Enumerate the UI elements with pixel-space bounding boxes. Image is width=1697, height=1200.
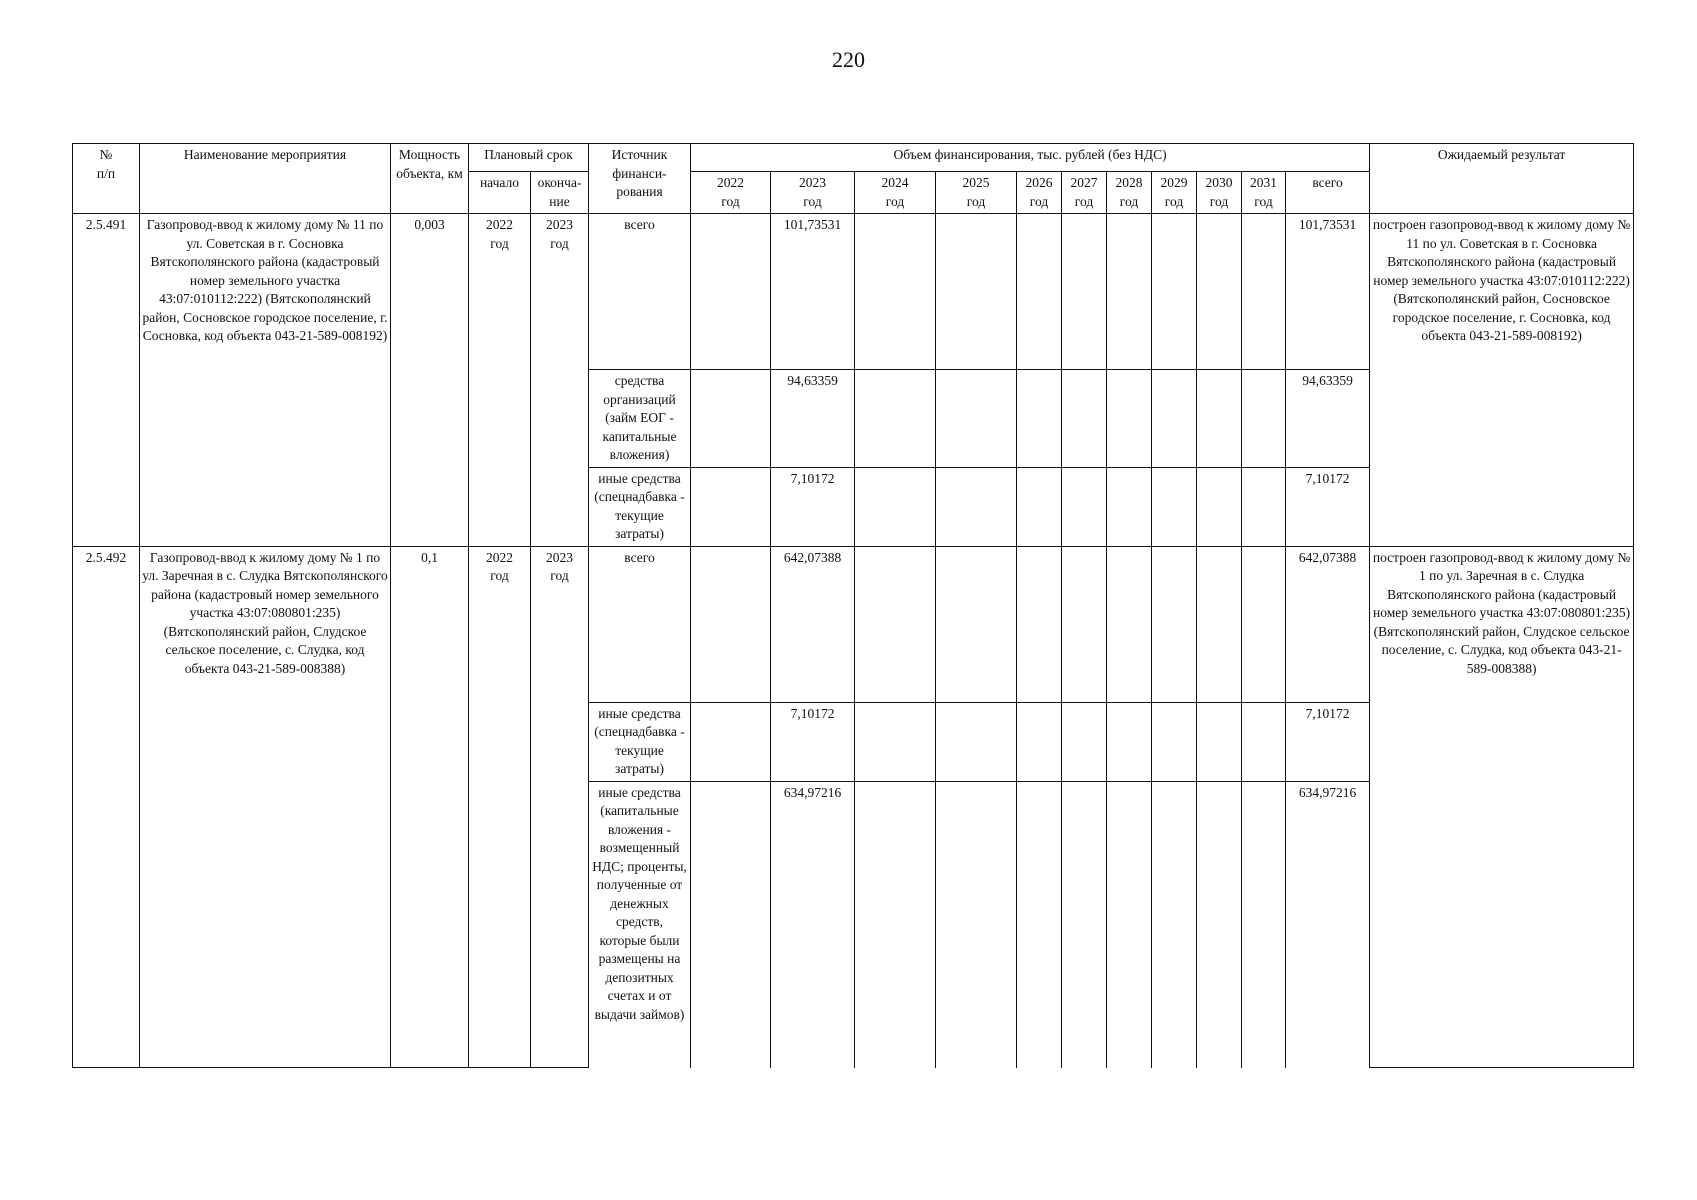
value-2029	[1152, 702, 1197, 781]
header-year-2030: 2030 год	[1197, 172, 1242, 214]
value-2027	[1062, 546, 1107, 702]
value-2028	[1107, 702, 1152, 781]
source-label: иные средства (капитальные вложения - возмещенный НДС; проценты, полученные от денежных средств, которые были размещены на депозитных счетах и от выдачи займов)	[589, 781, 691, 1068]
header-year-2025: 2025 год	[936, 172, 1017, 214]
value-2029	[1152, 214, 1197, 370]
row-name: Газопровод-ввод к жилому дому № 1 по ул. Заречная в с. Слудка Вятскополянского района (кадастровый номер земельного участка 43:07:080801:235) (Вятскополянский район, Слудское сельское поселение, с. Слудка, код объекта 043-21-589-008388)	[140, 546, 391, 1068]
value-2024	[855, 214, 936, 370]
header-year-2031: 2031 год	[1242, 172, 1286, 214]
value-2026	[1017, 370, 1062, 468]
value-2025	[936, 467, 1017, 546]
value-2022	[691, 467, 771, 546]
value-2025	[936, 781, 1017, 1068]
value-2024	[855, 702, 936, 781]
header-source: Источник финанси- рования	[589, 144, 691, 214]
value-total: 101,73531	[1286, 214, 1370, 370]
value-2028	[1107, 546, 1152, 702]
source-label: иные средства (спецнадбавка - текущие затраты)	[589, 467, 691, 546]
row-name: Газопровод-ввод к жилому дому № 11 по ул. Советская в г. Сосновка Вятскополянского района (кадастровый номер земельного участка 43:07:010112:222) (Вятскополянский район, Сосновское городское поселение, г. Сосновка, код объекта 043-21-589-008192)	[140, 214, 391, 547]
value-2030	[1197, 781, 1242, 1068]
value-2023: 94,63359	[771, 370, 855, 468]
value-2025	[936, 702, 1017, 781]
value-2023: 7,10172	[771, 702, 855, 781]
value-total: 7,10172	[1286, 702, 1370, 781]
header-num: № п/п	[73, 144, 140, 214]
value-2031	[1242, 467, 1286, 546]
row-result: построен газопровод-ввод к жилому дому № 11 по ул. Советская в г. Сосновка Вятскополянского района (кадастровый номер земельного участка 43:07:010112:222) (Вятскополянский район, Сосновское городское поселение, г. Сосновка, код объекта 043-21-589-008192)	[1370, 214, 1634, 547]
value-2026	[1017, 467, 1062, 546]
header-year-2027: 2027 год	[1062, 172, 1107, 214]
value-total: 7,10172	[1286, 467, 1370, 546]
value-2022	[691, 702, 771, 781]
header-total: всего	[1286, 172, 1370, 214]
value-2023: 642,07388	[771, 546, 855, 702]
header-year-2023: 2023 год	[771, 172, 855, 214]
value-2031	[1242, 546, 1286, 702]
value-2023: 7,10172	[771, 467, 855, 546]
value-2027	[1062, 214, 1107, 370]
row-capacity: 0,1	[391, 546, 469, 1068]
header-year-2022: 2022 год	[691, 172, 771, 214]
value-2029	[1152, 781, 1197, 1068]
source-label: средства организаций (займ ЕОГ - капитальные вложения)	[589, 370, 691, 468]
table-row	[73, 214, 1634, 370]
value-total: 94,63359	[1286, 370, 1370, 468]
value-2024	[855, 467, 936, 546]
value-2028	[1107, 781, 1152, 1068]
page-number: 220	[832, 47, 865, 72]
header-funding: Объем финансирования, тыс. рублей (без НДС)	[691, 144, 1370, 172]
value-2023: 634,97216	[771, 781, 855, 1068]
header-year-2029: 2029 год	[1152, 172, 1197, 214]
value-2031	[1242, 370, 1286, 468]
value-2025	[936, 546, 1017, 702]
value-2022	[691, 370, 771, 468]
value-2029	[1152, 467, 1197, 546]
value-2026	[1017, 214, 1062, 370]
value-2025	[936, 370, 1017, 468]
value-2027	[1062, 370, 1107, 468]
value-2025	[936, 214, 1017, 370]
value-2024	[855, 370, 936, 468]
value-2022	[691, 781, 771, 1068]
value-2024	[855, 546, 936, 702]
value-2022	[691, 546, 771, 702]
value-2026	[1017, 546, 1062, 702]
value-2031	[1242, 781, 1286, 1068]
header-name: Наименование мероприятия	[140, 144, 391, 214]
header-year-2024: 2024 год	[855, 172, 936, 214]
row-end: 2023 год	[531, 546, 589, 1068]
value-2028	[1107, 467, 1152, 546]
value-2028	[1107, 214, 1152, 370]
source-label: всего	[589, 546, 691, 702]
value-2026	[1017, 702, 1062, 781]
header-result: Ожидаемый результат	[1370, 144, 1634, 214]
investment-program-table	[72, 143, 1634, 1068]
value-total: 634,97216	[1286, 781, 1370, 1068]
row-num: 2.5.492	[73, 546, 140, 1068]
value-2030	[1197, 546, 1242, 702]
header-plan-term: Плановый срок	[469, 144, 589, 172]
source-label: иные средства (спецнадбавка - текущие затраты)	[589, 702, 691, 781]
value-2029	[1152, 370, 1197, 468]
row-num: 2.5.491	[73, 214, 140, 547]
value-2030	[1197, 214, 1242, 370]
header-capacity: Мощность объекта, км	[391, 144, 469, 214]
value-2030	[1197, 370, 1242, 468]
row-result: построен газопровод-ввод к жилому дому № 1 по ул. Заречная в с. Слудка Вятскополянского района (кадастровый номер земельного участка 43:07:080801:235) (Вятскополянский район, Слудское сельское поселение, с. Слудка, код объекта 043-21-589-008388)	[1370, 546, 1634, 1068]
row-start: 2022 год	[469, 214, 531, 547]
value-2031	[1242, 214, 1286, 370]
source-label: всего	[589, 214, 691, 370]
value-2027	[1062, 702, 1107, 781]
row-end: 2023 год	[531, 214, 589, 547]
row-start: 2022 год	[469, 546, 531, 1068]
value-total: 642,07388	[1286, 546, 1370, 702]
value-2024	[855, 781, 936, 1068]
value-2027	[1062, 781, 1107, 1068]
header-end: оконча- ние	[531, 172, 589, 214]
value-2026	[1017, 781, 1062, 1068]
row-capacity: 0,003	[391, 214, 469, 547]
value-2030	[1197, 467, 1242, 546]
value-2023: 101,73531	[771, 214, 855, 370]
value-2028	[1107, 370, 1152, 468]
value-2031	[1242, 702, 1286, 781]
value-2029	[1152, 546, 1197, 702]
value-2022	[691, 214, 771, 370]
header-year-2028: 2028 год	[1107, 172, 1152, 214]
table-row	[73, 546, 1634, 702]
header-start: начало	[469, 172, 531, 214]
value-2027	[1062, 467, 1107, 546]
value-2030	[1197, 702, 1242, 781]
header-year-2026: 2026 год	[1017, 172, 1062, 214]
